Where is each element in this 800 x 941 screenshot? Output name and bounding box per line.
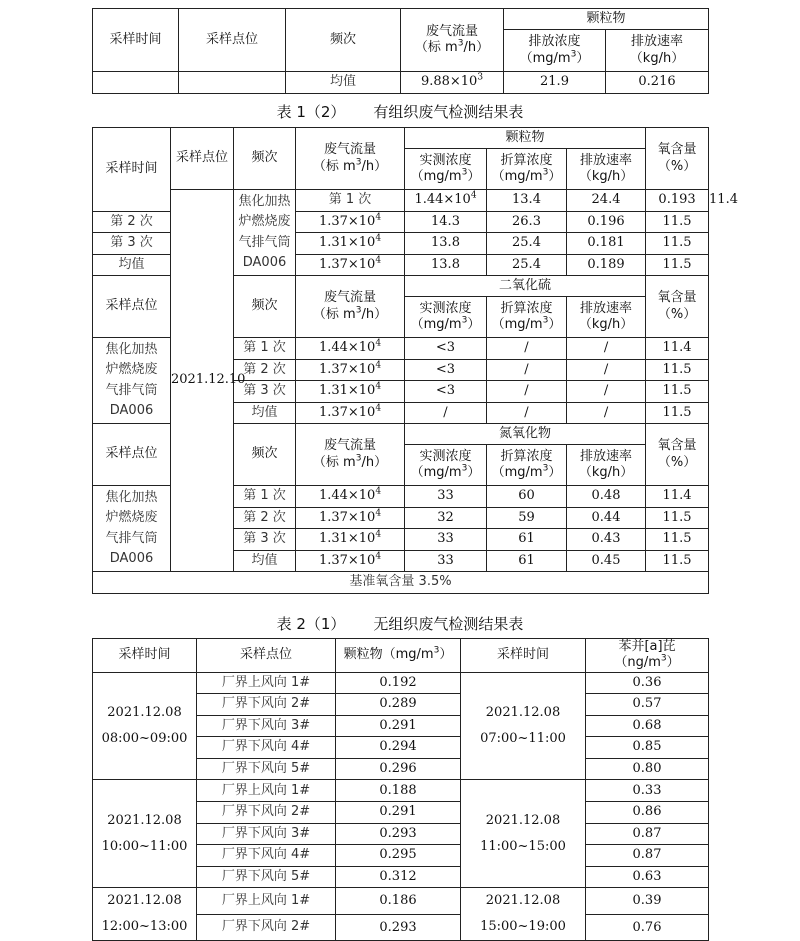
cell-measured-conc: <3 <box>405 338 487 360</box>
cell-frequency: 第 3 次 <box>234 529 296 551</box>
cell-measured-conc: 13.8 <box>405 254 487 276</box>
cell-oxygen: 11.5 <box>646 550 709 572</box>
cell-flow: $1.44\times 10^4$ <box>296 338 405 360</box>
cell-rate: 0.43 <box>567 529 646 551</box>
header-oxygen: 氧含量 （%） <box>646 424 709 486</box>
cell-benzo-a-pyrene: 0.86 <box>586 802 709 824</box>
cell-sampling-site: 厂界下风向 4# <box>197 845 336 867</box>
header-rate: 排放速率 （kg/h） <box>567 297 646 338</box>
cell-flow: $1.44\times 10^4$ <box>296 486 405 508</box>
cell-converted-conc: 26.3 <box>487 211 567 233</box>
header-frequency: 频次 <box>234 276 296 338</box>
cell-flow: $1.31\times 10^4$ <box>296 529 405 551</box>
header-pollutant-group: 氮氧化物 <box>405 424 646 445</box>
cell-frequency: 均值 <box>234 402 296 424</box>
cell-flow: $1.44\times 10^4$ <box>405 190 487 212</box>
cell-sampling-date: 2021.12.10 <box>171 190 234 572</box>
cell-frequency: 第 1 次 <box>296 190 405 212</box>
cell-frequency: 均值 <box>93 254 171 276</box>
cell-sampling-site: 厂界下风向 5# <box>197 866 336 888</box>
header-flow-unit: （标 $m^3/h$） <box>312 157 388 174</box>
cell-sampling-site: 厂界下风向 2# <box>197 802 336 824</box>
cell-frequency: 第 2 次 <box>234 359 296 381</box>
cell-frequency: 第 1 次 <box>234 338 296 360</box>
table-row <box>93 888 709 915</box>
cell-rate: 0.45 <box>567 550 646 572</box>
header-sampling-site: 采样点位 <box>171 128 234 190</box>
cell-oxygen: 11.5 <box>646 211 709 233</box>
header-sampling-site: 采样点位 <box>179 9 286 72</box>
header-measured-conc: 实测浓度 $(mg/m^3)$ <box>405 445 487 486</box>
header-sampling-time-bap: 采样时间 <box>461 639 586 673</box>
table-row <box>93 72 709 94</box>
header-pollutant-group: 颗粒物 <box>405 128 646 149</box>
header-flow-label: 废气流量 <box>425 23 478 39</box>
header-flow-label: 废气流量 <box>323 290 376 306</box>
header-benzo-a-pyrene: 苯并[a]芘$(ng/m^3)$ <box>586 639 709 673</box>
cell-benzo-a-pyrene: 0.39 <box>586 888 709 915</box>
header-pollutant-group: 二氧化硫 <box>405 276 646 297</box>
header-converted-conc: 折算浓度 $(mg/m^3)$ <box>487 445 567 486</box>
cell-measured-conc: 33 <box>405 486 487 508</box>
cell-oxygen: 11.5 <box>646 254 709 276</box>
cell-rate: / <box>567 381 646 403</box>
cell-oxygen: 11.5 <box>646 507 709 529</box>
table-row: 2021.12.10 焦化加热 炉燃烧废 气排气筒 DA006 第 1 次 $1.44\times 10^4$ 13.4 24.4 0.193 11.4 <box>93 190 709 212</box>
cell-particulate: 0.192 <box>336 672 461 694</box>
cell-sampling-time: 2021.12.08 10:00~11:00 <box>93 780 197 888</box>
header-group-particulate: 颗粒物 <box>504 9 709 30</box>
cell-measured-conc: 32 <box>405 507 487 529</box>
cell-converted-conc: 24.4 <box>567 190 646 212</box>
header-converted-conc: 折算浓度 $(mg/m^3)$ <box>487 297 567 338</box>
cell-frequency: 第 3 次 <box>234 381 296 403</box>
cell-rate: / <box>567 359 646 381</box>
cell-rate: 0.189 <box>567 254 646 276</box>
cell-rate: 0.48 <box>567 486 646 508</box>
cell-converted-conc: 61 <box>487 550 567 572</box>
header-converted-conc: 折算浓度 $(mg/m^3)$ <box>487 149 567 190</box>
cell-oxygen: 11.5 <box>646 381 709 403</box>
header-flow-unit: （标 $m^3/h$） <box>414 38 490 55</box>
cell-sampling-site: 厂界上风向 1# <box>197 672 336 694</box>
cell-sampling-site: 厂界上风向 1# <box>197 888 336 915</box>
particulate-summary-table <box>92 8 709 94</box>
cell-benzo-a-pyrene: 0.80 <box>586 758 709 780</box>
cell-frequency: 第 1 次 <box>234 486 296 508</box>
note-reference-oxygen: 基准氧含量 3.5% <box>93 572 709 594</box>
cell-converted-conc: 25.4 <box>487 233 567 255</box>
cell-converted-conc: 61 <box>487 529 567 551</box>
header-concentration: 排放浓度 $(mg/m^3)$ <box>504 30 606 72</box>
cell-sampling-site: 厂界下风向 2# <box>197 914 336 941</box>
cell-sampling-time-bap: 2021.12.08 11:00~15:00 <box>461 780 586 888</box>
header-frequency: 频次 <box>234 424 296 486</box>
cell-rate: 0.193 <box>646 190 709 212</box>
cell-flow: $1.31\times 10^4$ <box>296 233 405 255</box>
cell-measured-conc: <3 <box>405 359 487 381</box>
caption-number: 表 1（2） <box>276 103 346 121</box>
cell-benzo-a-pyrene: 0.87 <box>586 823 709 845</box>
cell-particulate: 0.293 <box>336 823 461 845</box>
cell-benzo-a-pyrene: 0.63 <box>586 866 709 888</box>
cell-converted-conc: / <box>487 338 567 360</box>
table-row <box>93 672 709 694</box>
cell-benzo-a-pyrene: 0.87 <box>586 845 709 867</box>
header-sampling-time: 采样时间 <box>93 9 179 72</box>
cell-converted-conc: 25.4 <box>487 254 567 276</box>
cell-sampling-time-bap: 2021.12.08 07:00~11:00 <box>461 672 586 780</box>
cell-measured-conc: <3 <box>405 381 487 403</box>
cell-sampling-site: 焦化加热 炉燃烧废 气排气筒 DA006 <box>234 190 296 276</box>
header-measured-conc: 实测浓度 $(mg/m^3)$ <box>405 149 487 190</box>
fugitive-emission-table <box>92 638 709 941</box>
cell-rate: / <box>567 402 646 424</box>
cell-particulate: 0.296 <box>336 758 461 780</box>
cell-measured-conc: 33 <box>405 529 487 551</box>
cell-particulate: 0.293 <box>336 914 461 941</box>
cell-oxygen: 11.4 <box>646 486 709 508</box>
header-flow-label: 废气流量 <box>323 142 376 158</box>
cell-oxygen: 11.5 <box>646 233 709 255</box>
cell-measured-conc: 13.8 <box>405 233 487 255</box>
cell-frequency: 第 2 次 <box>234 507 296 529</box>
cell-flow: $1.31\times 10^4$ <box>296 381 405 403</box>
cell-flow: $1.37\times 10^4$ <box>296 254 405 276</box>
header-flow-unit: （标 $m^3/h$） <box>312 453 388 470</box>
caption-table-2-1 <box>0 613 800 634</box>
header-flow <box>296 128 405 190</box>
cell-flow: $1.37\times 10^4$ <box>296 507 405 529</box>
cell-rate: 0.44 <box>567 507 646 529</box>
cell-sampling-site: 厂界上风向 1# <box>197 780 336 802</box>
header-oxygen: 氧含量 （%） <box>646 128 709 190</box>
cell-measured-conc: 14.3 <box>405 211 487 233</box>
cell-benzo-a-pyrene: 0.57 <box>586 694 709 716</box>
cell-frequency: 第 2 次 <box>93 211 171 233</box>
cell-particulate: 0.295 <box>336 845 461 867</box>
cell-site <box>179 72 286 94</box>
cell-particulate: 0.186 <box>336 888 461 915</box>
cell-benzo-a-pyrene: 0.68 <box>586 715 709 737</box>
cell-rate: / <box>567 338 646 360</box>
cell-benzo-a-pyrene: 0.36 <box>586 672 709 694</box>
cell-particulate: 0.312 <box>336 866 461 888</box>
cell-sampling-site: 厂界下风向 3# <box>197 823 336 845</box>
caption-title: 有组织废气检测结果表 <box>373 103 524 121</box>
cell-oxygen: 11.5 <box>646 529 709 551</box>
cell-particulate: 0.291 <box>336 715 461 737</box>
cell-sampling-time: 2021.12.08 12:00~13:00 <box>93 888 197 941</box>
cell-oxygen: 11.5 <box>646 359 709 381</box>
header-flow <box>401 9 504 72</box>
header-oxygen: 氧含量 （%） <box>646 276 709 338</box>
header-sampling-site: 采样点位 <box>197 639 336 673</box>
header-frequency: 频次 <box>286 9 401 72</box>
header-flow-unit: （标 $m^3/h$） <box>312 305 388 322</box>
cell-sampling-site: 厂界下风向 4# <box>197 737 336 759</box>
header-sampling-time: 采样时间 <box>93 128 171 212</box>
cell-benzo-a-pyrene: 0.76 <box>586 914 709 941</box>
cell-sampling-time: 2021.12.08 08:00~09:00 <box>93 672 197 780</box>
cell-benzo-a-pyrene: 0.33 <box>586 780 709 802</box>
cell-sampling-time-bap: 2021.12.08 15:00~19:00 <box>461 888 586 941</box>
cell-oxygen: 11.4 <box>646 338 709 360</box>
cell-oxygen: 11.5 <box>646 402 709 424</box>
caption-title: 无组织废气检测结果表 <box>373 615 524 633</box>
cell-frequency: 第 3 次 <box>93 233 171 255</box>
cell-sampling-site: 焦化加热 炉燃烧废 气排气筒 DA006 <box>93 486 171 572</box>
cell-converted-conc: / <box>487 381 567 403</box>
cell-rate: 0.196 <box>567 211 646 233</box>
table-row <box>93 780 709 802</box>
cell-benzo-a-pyrene: 0.85 <box>586 737 709 759</box>
header-particulate: 颗粒物$(mg/m^3)$ <box>336 639 461 673</box>
cell-rate: 0.181 <box>567 233 646 255</box>
header-flow <box>296 276 405 338</box>
header-flow <box>296 424 405 486</box>
cell-sampling-site: 厂界下风向 3# <box>197 715 336 737</box>
cell-converted-conc: / <box>487 359 567 381</box>
cell-converted-conc: 60 <box>487 486 567 508</box>
header-rate: 排放速率 （kg/h） <box>606 30 709 72</box>
header-measured-conc: 实测浓度 $(mg/m^3)$ <box>405 297 487 338</box>
cell-converted-conc: 59 <box>487 507 567 529</box>
header-frequency: 频次 <box>234 128 296 190</box>
header-flow-label: 废气流量 <box>323 438 376 454</box>
header-sampling-site: 采样点位 <box>93 276 171 338</box>
cell-sampling-site: 焦化加热 炉燃烧废 气排气筒 DA006 <box>93 338 171 424</box>
cell-sampling-site: 厂界下风向 2# <box>197 694 336 716</box>
header-sampling-site: 采样点位 <box>93 424 171 486</box>
cell-converted-conc: / <box>487 402 567 424</box>
caption-number: 表 2（1） <box>276 615 346 633</box>
cell-flow: $9.88\times 10^3$ <box>401 72 504 94</box>
cell-sampling-site: 厂界下风向 5# <box>197 758 336 780</box>
cell-flow: $1.37\times 10^4$ <box>296 550 405 572</box>
cell-particulate: 0.289 <box>336 694 461 716</box>
cell-measured-conc: / <box>405 402 487 424</box>
cell-flow: $1.37\times 10^4$ <box>296 402 405 424</box>
cell-frequency: 均值 <box>234 550 296 572</box>
cell-concentration: 21.9 <box>504 72 606 94</box>
organized-emission-table <box>92 127 738 594</box>
cell-flow: $1.37\times 10^4$ <box>296 359 405 381</box>
cell-frequency: 均值 <box>286 72 401 94</box>
header-rate: 排放速率 （kg/h） <box>567 445 646 486</box>
cell-rate: 0.216 <box>606 72 709 94</box>
caption-table-1-2 <box>0 101 800 122</box>
cell-time <box>93 72 179 94</box>
cell-measured-conc: 13.4 <box>487 190 567 212</box>
cell-particulate: 0.294 <box>336 737 461 759</box>
cell-flow: $1.37\times 10^4$ <box>296 211 405 233</box>
header-sampling-time: 采样时间 <box>93 639 197 673</box>
cell-measured-conc: 33 <box>405 550 487 572</box>
header-rate: 排放速率 （kg/h） <box>567 149 646 190</box>
cell-particulate: 0.291 <box>336 802 461 824</box>
cell-particulate: 0.188 <box>336 780 461 802</box>
